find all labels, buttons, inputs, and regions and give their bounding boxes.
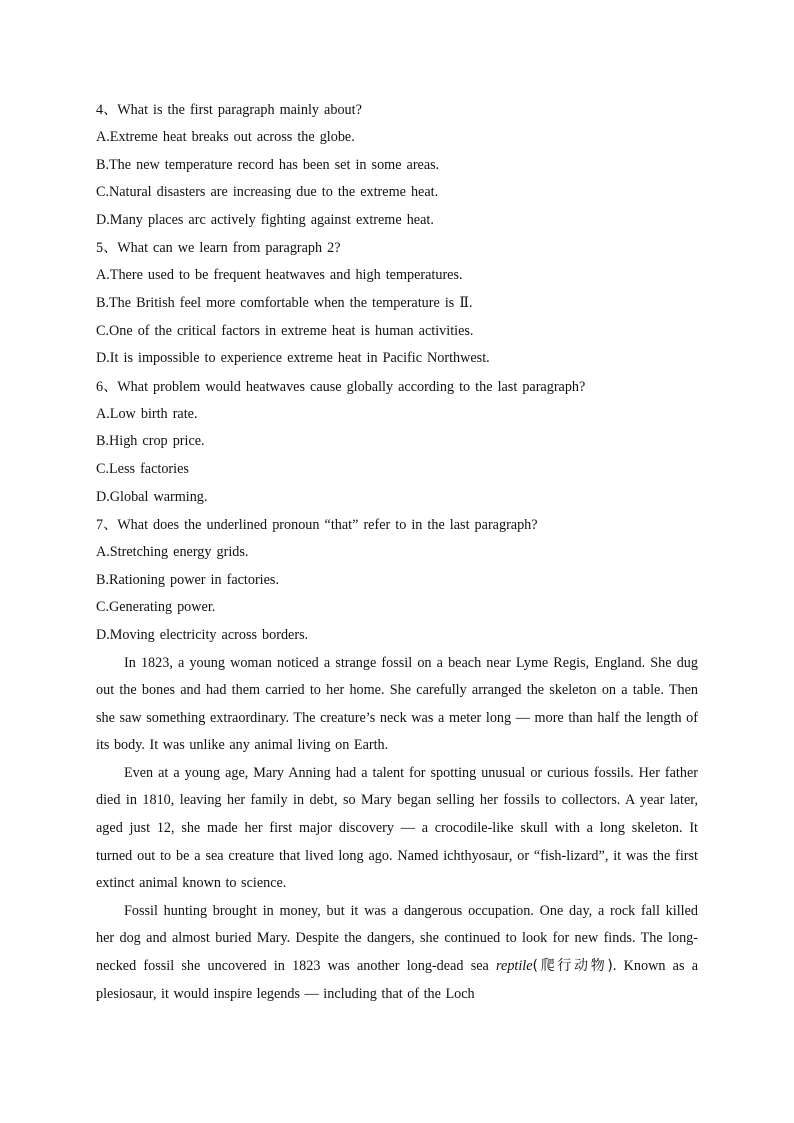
question-block-5	[96, 234, 698, 372]
question-7-option-a: A.Stretching energy grids.	[96, 544, 249, 561]
passage-paragraph-2: Even at a young age, Mary Anning had a talent for spotting unusual or curious fossils. Her father died in 1810, leaving her family in debt, so Mary began selling her fossils to collectors. A year later, aged just 12, she made her first major discovery — a crocodile-like skull with a long skeleton. It turned out to be a sea creature that lived long ago. Named ichthyosaur, or “fish-lizard”, it was the first extinct animal known to science.	[96, 764, 698, 892]
question-block-4	[96, 96, 698, 234]
passage-paragraph-3-text-end: . Known as a plesiosaur, it would inspire legends — including that of the Loch	[96, 958, 698, 1002]
question-6-option-c: C.Less factories	[96, 460, 189, 477]
reading-passage	[96, 650, 698, 1009]
question-7-option-d: D.Moving electricity across borders.	[96, 626, 309, 643]
question-6-stem: 6、What problem would heatwaves cause globally according to the last paragraph?	[96, 378, 586, 395]
question-4-stem: 4、What is the first paragraph mainly about?	[96, 102, 362, 118]
question-7-option-c: C.Generating power.	[96, 599, 216, 616]
question-4-option-a: A.Extreme heat breaks out across the globe.	[96, 129, 355, 145]
question-7-option-b: B.Rationing power in factories.	[96, 571, 279, 588]
worksheet-page	[96, 96, 698, 1008]
question-6-option-d: D.Global warming.	[96, 488, 208, 505]
question-6-option-b: B.High crop price.	[96, 433, 205, 450]
question-block-6	[96, 373, 698, 511]
question-7-stem: 7、What does the underlined pronoun “that” refer to in the last paragraph?	[96, 517, 538, 534]
question-5-stem: 5、What can we learn from paragraph 2?	[96, 240, 341, 257]
question-5-option-c: C.One of the critical factors in extreme heat is human activities.	[96, 322, 474, 339]
passage-paragraph-3-text-start: Fossil hunting brought in money, but it was a dangerous occupation. One day, a rock fall killed her dog and almost buried Mary. Despite the dangers, she continued to look for new finds. The long-necked fossil she uncovered in 1823 was another long-dead sea	[96, 902, 698, 975]
passage-paragraph-3	[96, 898, 698, 1008]
question-5-option-d: D.It is impossible to experience extreme heat in Pacific Northwest.	[96, 350, 490, 367]
question-5-option-b: B.The British feel more comfortable when the temperature is Ⅱ.	[96, 294, 473, 311]
question-6-option-a: A.Low birth rate.	[96, 405, 198, 422]
question-4-option-b: B.The new temperature record has been set in some areas.	[96, 156, 440, 173]
question-block-7	[96, 511, 698, 649]
question-5-option-a: A.There used to be frequent heatwaves and high temperatures.	[96, 267, 463, 284]
question-4-option-d: D.Many places arc actively fighting against extreme heat.	[96, 211, 434, 228]
passage-keyword-translation: (爬行动物)	[532, 958, 613, 975]
question-4-option-c: C.Natural disasters are increasing due to the extreme heat.	[96, 184, 439, 201]
passage-paragraph-1: In 1823, a young woman noticed a strange fossil on a beach near Lyme Regis, England. She dug out the bones and had them carried to her home. She carefully arranged the skeleton on a table. Then she saw something extraordinary. The creature’s neck was a meter long — more than half the length of its body. It was unlike any animal living on Earth.	[96, 654, 698, 754]
passage-keyword-reptile: reptile	[496, 958, 533, 975]
